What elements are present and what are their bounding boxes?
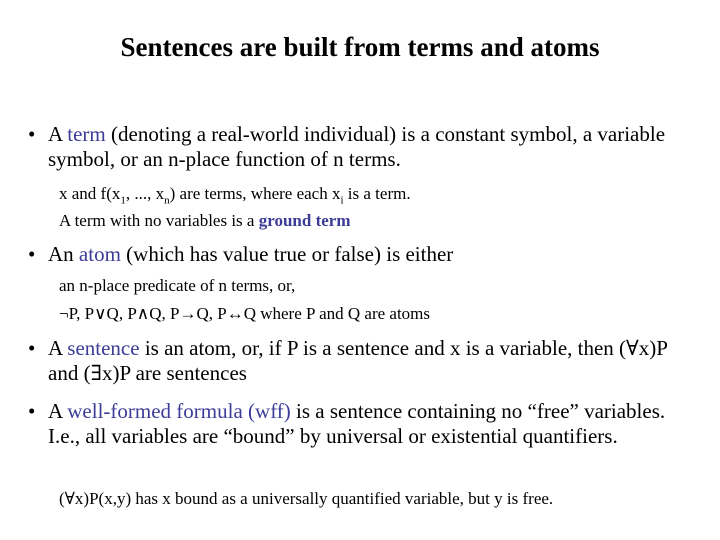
subscript-i: i: [340, 194, 344, 207]
sub-text: is a term.: [343, 184, 411, 203]
bullet-term-pre: A: [48, 122, 68, 146]
bullet-wff: [28, 399, 698, 449]
bullet-marker: •: [28, 122, 36, 146]
keyword-atom: atom: [78, 242, 121, 266]
sub-connectives: ¬P, P∨Q, P∧Q, P→Q, P↔Q where P and Q are atoms: [59, 304, 431, 323]
bullet-sentence-post: is an atom, or, if P is a sentence and x is a variable, then (∀x)P and (∃x)P are sentences: [48, 336, 668, 385]
keyword-wff: well-formed formula (wff): [67, 399, 291, 423]
bullet-marker: •: [28, 336, 36, 360]
bullet-marker: •: [28, 399, 36, 423]
keyword-ground-term: ground term: [258, 211, 351, 230]
bullet-term: [28, 122, 698, 172]
keyword-sentence: sentence: [67, 336, 140, 360]
sub-terms-example: [59, 183, 699, 207]
sub-text: , ..., x: [125, 184, 165, 203]
keyword-term: term: [67, 122, 106, 146]
sub-text: ) are terms, where each x: [169, 184, 341, 203]
bullet-term-post: (denoting a real-world individual) is a constant symbol, a variable symbol, or an n-place function of n terms.: [48, 122, 666, 171]
sub-text: A term with no variables is a: [59, 211, 259, 230]
bullet-wff-post: is a sentence containing no “free” variables. I.e., all variables are “bound” by universal or existential quantifiers.: [48, 399, 666, 448]
bullet-atom-post: (which has value true or false) is either: [120, 242, 454, 266]
bullet-atom: [28, 242, 698, 267]
bullet-sentence: [28, 336, 698, 386]
sub-predicate: an n-place predicate of n terms, or,: [59, 276, 296, 295]
bullet-wff-pre: A: [48, 399, 68, 423]
bullet-marker: •: [28, 242, 36, 266]
bullet-sentence-pre: A: [48, 336, 68, 360]
subscript-n: n: [164, 194, 170, 207]
sub-text: x and f(x: [59, 184, 121, 203]
bullet-atom-pre: An: [48, 242, 79, 266]
sub-ground-term: [59, 210, 699, 231]
slide-title: Sentences are built from terms and atoms: [120, 32, 600, 62]
sub-bound-example: (∀x)P(x,y) has x bound as a universally quantified variable, but y is free.: [59, 489, 554, 508]
subscript-1: 1: [120, 194, 126, 207]
